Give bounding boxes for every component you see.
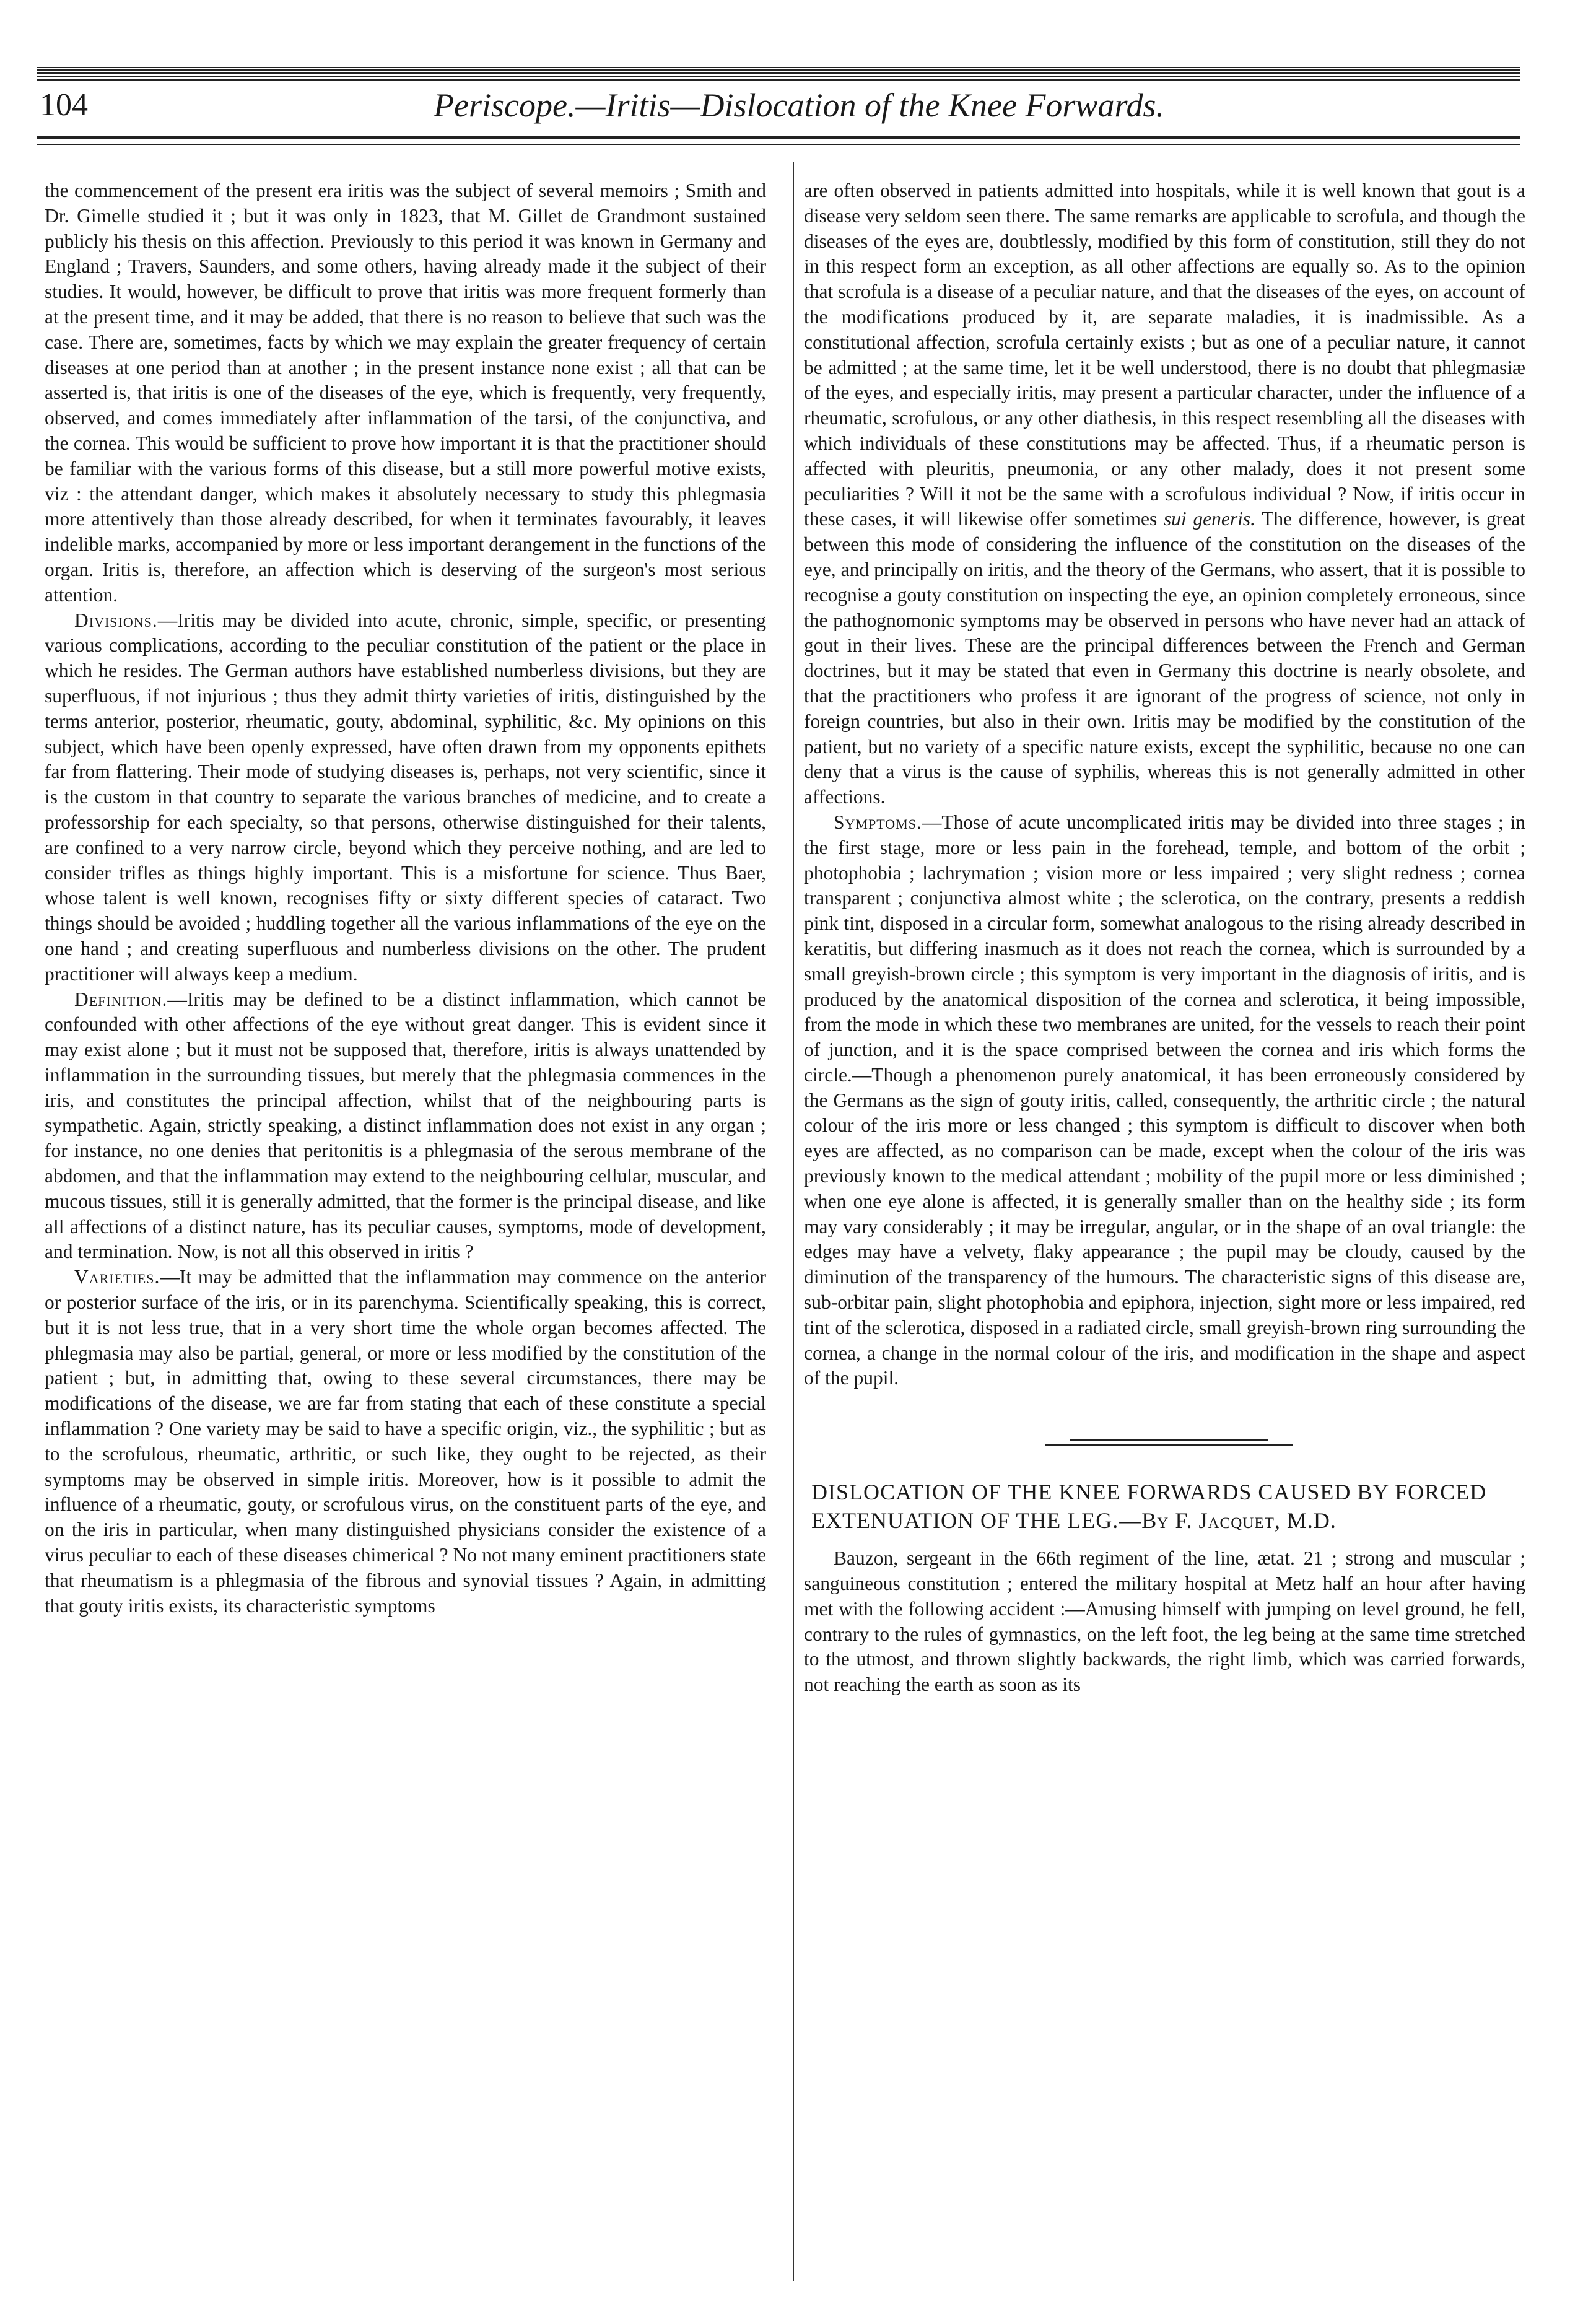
left-column <box>45 178 766 1618</box>
article-byline: By F. Jacquet, M.D. <box>1141 1508 1337 1534</box>
paragraph-symptoms <box>804 810 1525 1391</box>
paragraph <box>804 178 1525 810</box>
right-column <box>804 178 1525 1698</box>
page-number: 104 <box>40 87 88 123</box>
header-rule-thin <box>37 144 1520 145</box>
column-divider <box>793 162 794 2281</box>
paragraph: the commencement of the present era iritis was the subject of several memoirs ; Smith and Dr. Gimelle studied it ; but it was only in 1823, that M. Gillet de Grandmont sustained publicly his thesis on this affection. Previously to this period it was known in Germany and England ; Travers, Saunders, and some others, having already made it the subject of their studies. It would, however, be difficult to prove that iritis was more frequent formerly than at the present time, and it may be added, that there is no reason to believe that such was the case. There are, sometimes, facts by which we may explain the greater frequency of certain diseases at one period than at another ; in the present instance none exist ; all that can be asserted is, that iritis is one of the diseases of the eye, which is frequently, very frequently, observed, and comes immediately after inflammation of the tarsi, of the conjunctiva, and the cornea. This would be sufficient to prove how important it is that the practitioner should be familiar with the various forms of this disease, but a still more powerful motive exists, viz : the attendant danger, which makes it absolutely necessary to study this phlegmasia more attentively than those already described, for when it terminates favourably, it leaves indelible marks, accompanied by more or less important derangement in the functions of the organ. Iritis is, therefore, an affection which is deserving of the surgeon's most serious attention. <box>45 180 766 606</box>
section-lead: Varieties. <box>74 1266 160 1288</box>
paragraph-case: Bauzon, sergeant in the 66th regiment of the line, ætat. 21 ; strong and muscular ; sanguineous constitution ; entered the military hospital at Metz half an hour after having met with the following accident :—Amusing himself with jumping on level ground, he fell, contrary to the rules of gymnastics, on the left foot, the leg being at the same time stretched to the utmost, and thrown slightly backwards, the right limb, which was carried forwards, not reaching the earth as soon as its <box>804 1547 1525 1696</box>
paragraph-varieties <box>45 1265 766 1618</box>
italic-phrase: sui generis. <box>1163 508 1256 530</box>
paragraph-text: —It may be admitted that the inflammation may commence on the anterior or posterior surface of the iris, or in its parenchyma. Scientifically speaking, this is correct, but it is not less true, that in a very short time the whole organ becomes affected. The phlegmasia may also be partial, general, or more or less modified by the constitution of the patient ; but, in admitting that, owing to these several circumstances, there may be modifications of the disease, we are far from stating that each of these constitute a special inflammation ? One variety may be said to have a specific origin, viz., the syphilitic ; but as to the scrofulous, rheumatic, arthritic, or such like, they ought to be rejected, as their symptoms may be observed in simple iritis. Moreover, how is it possible to admit the influence of a rheumatic, gouty, or scrofulous virus, on the constituent parts of the eye, and on the iris in particular, when many distinguished physicians consider the existence of a virus peculiar to each of these diseases chimerical ? No not many eminent practitioners state that rheumatism is a phlegmasia of the fibrous and synovial tissues ? Again, in admitting that gouty iritis exists, its characteristic symptoms <box>45 1266 766 1617</box>
paragraph-text: —Iritis may be defined to be a distinct inflammation, which cannot be confounded with other affections of the eye without great danger. This is evident since it may exist alone ; but it must not be supposed that, therefore, iritis is always unattended by inflammation in the surrounding tissues, but merely that the phlegmasia commences in the iris, and constitutes the principal affection, whilst that of the neighbouring parts is sympathetic. Again, strictly speaking, a distinct inflammation does not exist in any organ ; for instance, no one denies that peritonitis is a phlegmasia of the serous membrane of the abdomen, and that the inflammation may extend to the neighbouring cellular, muscular, and mucous tissues, still it is generally admitted, that the former is the principal disease, and like all affections of a distinct nature, has its peculiar causes, symptoms, mode of development, and termination. Now, is not all this observed in iritis ? <box>45 988 766 1263</box>
paragraph-definition <box>45 987 766 1265</box>
paragraph-text: —Those of acute uncomplicated iritis may be divided into three stages ; in the first stage, more or less pain in the forehead, temple, and bottom of the orbit ; photophobia ; lachrymation ; vision more or less impaired ; very slight redness ; cornea transparent ; conjunctiva almost white ; the sclerotica, on the contrary, presents a reddish pink tint, disposed in a circular form, somewhat analogous to the rising already described in keratitis, but differing inasmuch as it does not reach the cornea, which is surrounded by a small greyish-brown circle ; this symptom is very important in the diagnosis of iritis, and is produced by the anatomical disposition of the cornea and sclerotica, it being impossible, from the mode in which these two membranes are united, for the vessels to reach their point of junction, and it is the space comprised between the cornea and iris which forms the circle.—Though a phenomenon purely anatomical, it has been erroneously considered by the Germans as the sign of gouty iritis, called, consequently, the arthritic circle ; the natural colour of the iris more or less changed ; this symptom is difficult to discover when both eyes are affected, as no comparison can be made, except when the colour of the iris was previously known to the medical attendant ; mobility of the pupil more or less diminished ; when one eye alone is affected, it is generally smaller than on the healthy side ; its form may vary considerably ; it may be irregular, angular, or in the shape of an oval triangle: the edges may have a velvety, flaky appearance ; the pupil may be cloudy, caused by the diminution of the transparency of the humours. The characteristic signs of this disease are, sub-orbitar pain, slight photophobia and epiphora, injection, sight more or less impaired, red tint of the sclerotica, disposed in a radiated circle, small greyish-brown ring surrounding the cornea, a change in the normal colour of the iris, and modification in the shape and aspect of the pupil. <box>804 811 1525 1389</box>
article-title-text: DISLOCATION OF THE KNEE FORWARDS CAUSED BY FORCED EXTENUATION OF THE LEG.— <box>811 1480 1487 1534</box>
running-head: Periscope.—Iritis—Dislocation of the Knee Forwards. <box>434 87 1164 124</box>
paragraph-divisions <box>45 608 766 987</box>
paragraph-text: are often observed in patients admitted into hospitals, while it is well known that gout is a disease very seldom seen there. The same remarks are applicable to scrofula, and though the diseases of the eyes are, doubtlessly, modified by this form of constitution, still they do not in this respect form an exception, as all other affections are equally so. As to the opinion that scrofula is a disease of a peculiar nature, and that the diseases of the eyes, on account of the modifications produced by it, are separate maladies, it is inadmissible. As a constitutional affection, scrofula certainly exists ; but as one of a peculiar nature, it cannot be admitted ; at the same time, let it be well understood, there is no doubt that phlegmasiæ of the eyes, and especially iritis, may present a particular character, under the influence of a rheumatic, scrofulous, or any other diathesis, in this respect resembling all the diseases with which individuals of these constitutions may be affected. Thus, if a rheumatic person is affected with pleuritis, pneumonia, or any other malady, does it not present some peculiarities ? Will it not be the same with a scrofulous individual ? Now, if iritis occur in these cases, it will likewise offer sometimes <box>804 180 1525 530</box>
paragraph-text: The difference, however, is great between this mode of considering the influence of the constitution on the diseases of the eye, and principally on iritis, and the theory of the Germans, who assert, that it is possible to recognise a gouty constitution on inspecting the eye, an opinion completely erroneous, since the pathognomonic symptoms may be observed in persons who have never had an attack of gout in their lives. These are the principal differences between the French and German doctrines, but it may be stated that even in Germany this doctrine is nearly obsolete, and that the practitioners who profess it are ignorant of the progress of science, not only in foreign countries, but also in their own. Iritis may be modified by the constitution of the patient, but no variety of a specific nature exists, except the syphilitic, because no one can deny that a virus is the cause of syphilis, whereas this is not generally admitted in other affections. <box>804 508 1526 808</box>
section-lead: Divisions. <box>74 609 158 631</box>
paragraph-text: —Iritis may be divided into acute, chronic, simple, specific, or presenting various complications, according to the peculiar constitution of the patient or the place in which he resides. The German authors have established numberless divisions, but they are superfluous, if not injurious ; thus they admit thirty varieties of iritis, distinguished by the terms anterior, posterior, rheumatic, gouty, abdominal, syphilitic, &c. My opinions on this subject, which have been openly expressed, have often drawn from my opponents epithets far from flattering. Their mode of studying diseases is, perhaps, not very scientific, since it is the custom in that country to separate the various branches of medicine, and to create a professorship for each specialty, so that persons, otherwise distinguished for their talents, are confined to a very narrow circle, beyond which they perceive nothing, and are led to consider trifles as things highly important. This is a misfortune for science. Thus Baer, whose talent is well known, recognises fifty or sixty different species of cataract. Two things should be avoided ; huddling together all the various inflammations of the eye on the one hand ; and creating superfluous and numberless divisions on the other. The prudent practitioner will always keep a medium. <box>45 609 766 985</box>
section-lead: Symptoms. <box>834 811 922 833</box>
header-rule <box>37 136 1520 139</box>
section-lead: Definition. <box>74 988 168 1010</box>
top-decorative-rule <box>37 67 1520 81</box>
article-title <box>804 1478 1525 1535</box>
article-separator <box>804 1434 1525 1459</box>
